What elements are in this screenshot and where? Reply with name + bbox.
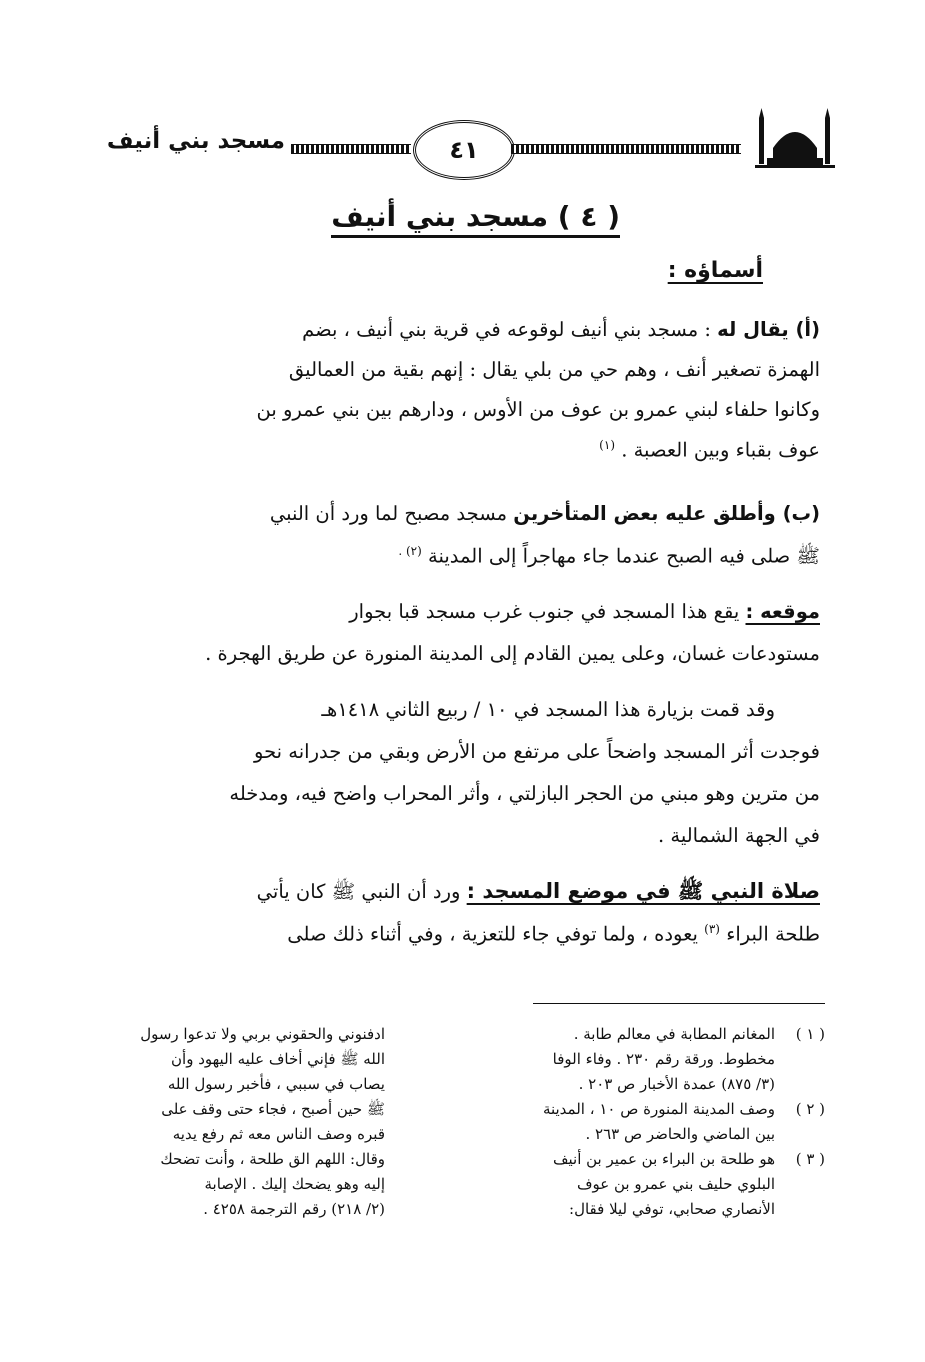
item-b-text-2: ﷺ صلى فيه الصبح عندما جاء مهاجراً إلى المدينة [428,544,820,568]
prayer-text-2: يعوده ، ولما توفي جاء للتعزية ، وفي أثناء ذلك صلى [287,922,698,946]
footnotes-left-column [90,1022,385,1222]
rope-ornament-right [511,144,741,154]
footnote-line: البلوي حليف بني عمرو بن عوف [576,1175,775,1193]
footnote-line: المغانم المطابة في معالم طابة . [573,1025,775,1043]
item-a-text: : مسجد بني أنيف لوقوعه في قرية بني أنيف ، بضم [302,318,711,341]
footnote-continuation-line: ادفنوني والحقوني بربي ولا تدعوا رسول [140,1025,385,1043]
footnote-line: الأنصاري صحابي، توفي ليلا فقال: [569,1200,775,1218]
page-header [95,108,830,178]
mosque-icon [755,108,835,168]
chapter-title: ( ٤ ) مسجد بني أنيف [331,200,620,238]
page-number: ٤١ [413,120,515,180]
footnote-number: ( ٢ ) [795,1100,825,1118]
visit-line-4: في الجهة الشمالية . [657,824,820,847]
visit-line-2: فوجدت أثر المسجد واضحاً على مرتفع من الأرض وبقي من جدرانه نحو [254,740,820,763]
footnote-continuation-line: إليه وهو يضحك إليك . الإصابة [204,1175,385,1193]
item-a-line-1 [302,318,820,341]
footnote-2 [495,1097,825,1147]
footnote-1 [495,1022,825,1097]
running-title: مسجد بني أنيف [106,128,285,154]
footnote-continuation-line: الله ﷺ فإني أخاف عليه اليهود وأن [171,1050,385,1068]
location-heading: موقعه : [745,600,820,623]
footnote-line: وصف المدينة المنورة ص ١٠ ، المدينة [542,1100,775,1118]
location-text: يقع هذا المسجد في جنوب غرب مسجد قبا بجوار [349,600,740,623]
item-b-line-1 [270,502,820,525]
prayer-name: طلحة البراء [726,922,820,946]
prayer-line-2 [287,922,820,946]
item-b-line-2 [398,544,820,573]
item-a-line-3: وكانوا حلفاء لبني عمرو بن عوف من الأوس ، ودارهم بين بني عمرو بن [256,398,820,421]
footnote-3 [495,1147,825,1222]
footnote-continuation-line: يصاب في سببي ، فأخبر رسول الله [167,1075,385,1093]
footnotes-right-column [495,1022,825,1222]
visit-line-1: وقد قمت بزيارة هذا المسجد في ١٠ / ربيع الثاني ١٤١٨هـ [321,698,775,721]
footnote-ref-2: (٢) . [398,544,422,558]
item-a-last-text: عوف بقباء وبين العصبة . [621,438,820,462]
footnote-line: بين الماضي والحاضر ص ٢٦٣ . [585,1125,775,1143]
footnote-line: مخطوط. ورقة رقم ٢٣٠ . وفاء الوفا [552,1050,775,1068]
location-line-2: مستودعات غسان، وعلى يمين القادم إلى المدينة المنورة عن طريق الهجرة . [205,642,820,665]
footnote-line: (٣/ ٨٧٥) عمدة الأخبار ص ٢٠٣ . [578,1075,775,1093]
footnote-continuation-line: ﷺ حين أصبح ، فجاء حتى وقف على [161,1100,385,1118]
footnote-continuation-line: (٢/ ٢١٨) رقم الترجمة ٤٢٥٨ . [203,1200,385,1218]
footnote-continuation-line: وقال: اللهم الق طلحة ، وأنت تضحك [160,1150,385,1168]
visit-line-3: من مترين وهو مبني من الحجر البازلتي ، وأثر المحراب واضح فيه، ومدخله [229,782,820,805]
item-a-line-4 [599,438,820,462]
rope-ornament-left [291,144,411,154]
names-heading: أسماؤه : [667,258,763,283]
location-line-1 [349,600,820,623]
footnote-number: ( ١ ) [795,1025,825,1043]
prayer-line-1 [257,878,820,909]
footnote-ref-1: (١) [599,438,615,452]
footnote-divider [533,1003,825,1004]
item-a-label: (أ) يقال له [717,318,820,341]
item-a-line-2: الهمزة تصغير أنف ، وهم حي من بلي يقال : إنهم بقية من العماليق [288,358,820,381]
footnote-line: هو طلحة بن البراء بن عمير بن أنيف [552,1150,775,1168]
item-b-label: (ب) وأطلق عليه بعض المتأخرين [513,502,820,525]
footnote-continuation-line: قبره وصف الناس معه ثم رفع يديه [172,1125,385,1143]
item-b-text: مسجد مصبح لما ورد أن النبي [269,502,508,525]
footnote-ref-3: (٣) [704,922,720,936]
prayer-heading: صلاة النبي ﷺ في موضع المسجد : [466,879,820,903]
prayer-text: ورد أن النبي ﷺ كان يأتي [256,880,461,903]
footnote-number: ( ٣ ) [795,1150,825,1168]
